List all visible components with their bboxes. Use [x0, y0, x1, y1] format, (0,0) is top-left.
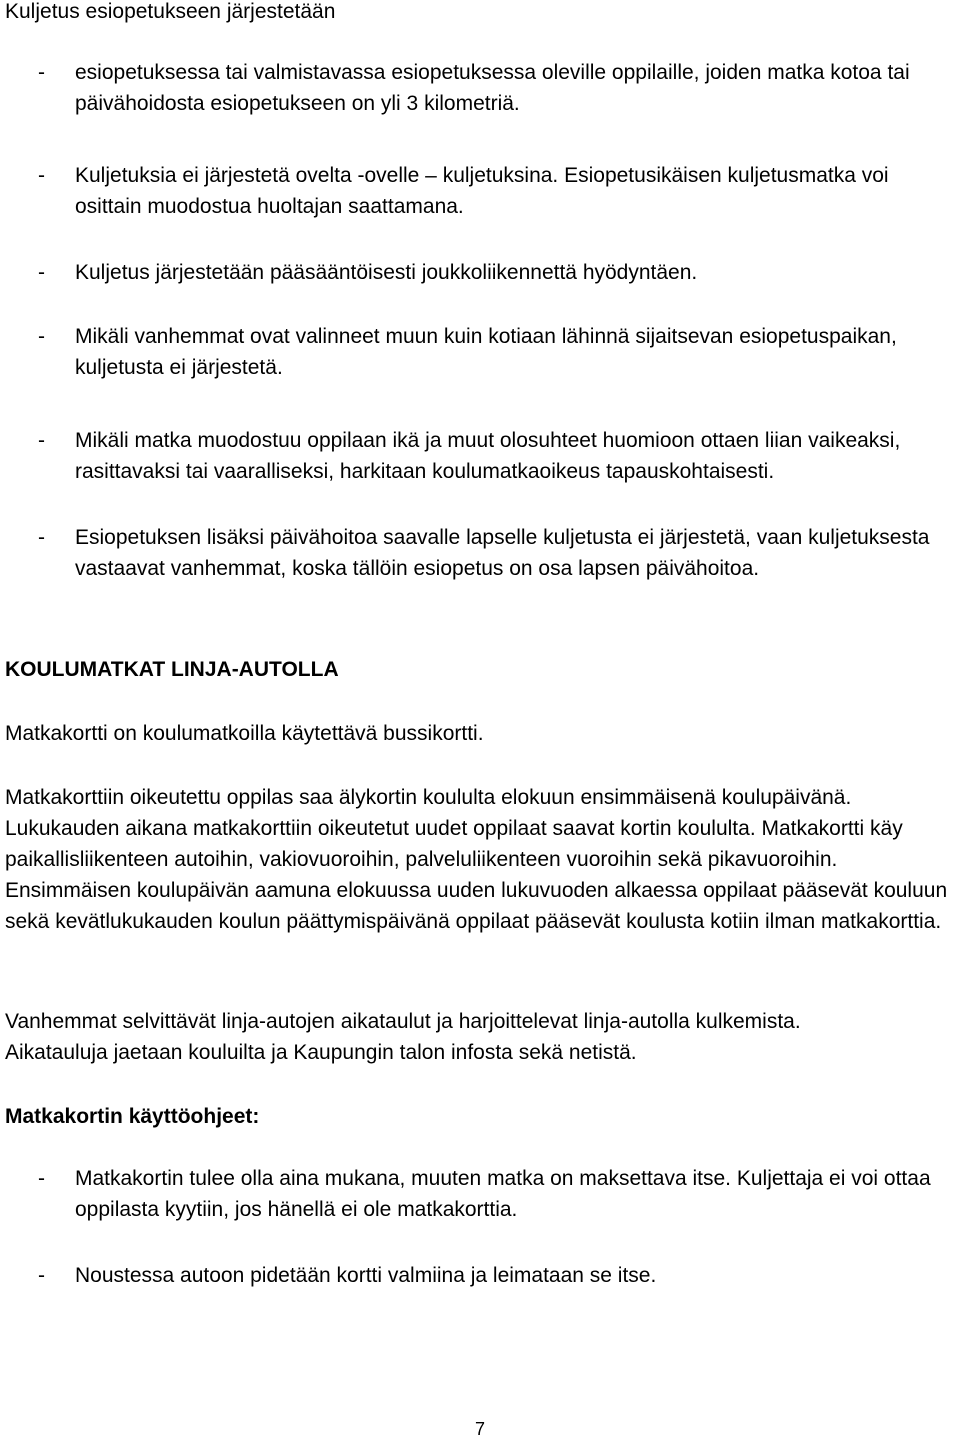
bullet-text: Matkakortin tulee olla aina mukana, muuten matka on maksettava itse. Kuljettaja ei voi ottaa oppilasta kyytiin, jos hänellä ei ole matkakorttia. [75, 1167, 931, 1221]
bullet-text: Mikäli matka muodostuu oppilaan ikä ja muut olosuhteet huomioon ottaen liian vaikeaksi, rasittavaksi tai vaaralliseksi, harkitaan koulumatkaoikeus tapauskohtaisesti. [75, 429, 901, 483]
bullet-dash: - [38, 429, 45, 452]
bullet-text: esiopetuksessa tai valmistavassa esiopetuksessa oleville oppilaille, joiden matka kotoa tai päivähoidosta esiopetukseen on yli 3 kilometriä. [75, 61, 910, 115]
paragraph-matkakorttiin-oikeutettu: Matkakorttiin oikeutettu oppilas saa älykortin koululta elokuun ensimmäisenä koulupäivänä. Lukukauden aikana matkakorttiin oikeutetut uudet oppilaat saavat kortin koululta. Matkakortti käy paikallisliikenteen autoihin, vakiovuoroihin, palveluliikenteen vuoroihin sekä pikavuoroihin. Ensimmäisen koulupäivän aamuna elokuussa uuden lukuvuoden alkaessa oppilaat pääsevät kouluun sekä kevätlukukauden koulun päättymispäivänä oppilaat pääsevät koulusta kotiin ilman matkakorttia. [5, 786, 948, 933]
bullet-dash: - [38, 61, 45, 84]
bullet-dash: - [38, 164, 45, 187]
bullet-dash: - [38, 1167, 45, 1190]
bullet-text: Kuljetus järjestetään pääsääntöisesti joukkoliikennettä hyödyntäen. [75, 261, 698, 284]
bullet-item [5, 257, 955, 288]
section-heading-kayttoohjeet: Matkakortin käyttöohjeet: [5, 1105, 260, 1128]
bullet-dash: - [38, 325, 45, 348]
bullet-item [5, 425, 955, 487]
bullet-item [5, 522, 955, 584]
bullet-dash: - [38, 261, 45, 284]
bullet-item [5, 1163, 955, 1225]
bullet-item [5, 1260, 955, 1291]
page-number: 7 [474, 1419, 485, 1439]
bullet-item [5, 321, 955, 383]
bullet-dash: - [38, 526, 45, 549]
bullet-text: Esiopetuksen lisäksi päivähoitoa saavalle lapselle kuljetusta ei järjestetä, vaan kuljetuksesta vastaavat vanhemmat, koska tällöin esiopetus on osa lapsen päivähoitoa. [75, 526, 930, 580]
bullet-item [5, 160, 955, 222]
paragraph-matkakortti: Matkakortti on koulumatkoilla käytettävä bussikortti. [5, 722, 484, 745]
bullet-text: Kuljetuksia ei järjestetä ovelta -ovelle – kuljetuksina. Esiopetusikäisen kuljetusmatka voi osittain muodostua huoltajan saattamana. [75, 164, 889, 218]
section-heading-koulumatkat: KOULUMATKAT LINJA-AUTOLLA [5, 658, 339, 681]
section-heading-kuljetus: Kuljetus esiopetukseen järjestetään [5, 0, 336, 23]
bullet-text: Noustessa autoon pidetään kortti valmiina ja leimataan se itse. [75, 1264, 657, 1287]
bullet-text: Mikäli vanhemmat ovat valinneet muun kuin kotiaan lähinnä sijaitsevan esiopetuspaikan, kuljetusta ei järjestetä. [75, 325, 897, 379]
paragraph-vanhemmat: Vanhemmat selvittävät linja-autojen aikataulut ja harjoittelevat linja-autolla kulkemista. Aikatauluja jaetaan kouluilta ja Kaupungin talon infosta sekä netistä. [5, 1010, 801, 1064]
bullet-item [5, 57, 955, 119]
bullet-dash: - [38, 1264, 45, 1287]
